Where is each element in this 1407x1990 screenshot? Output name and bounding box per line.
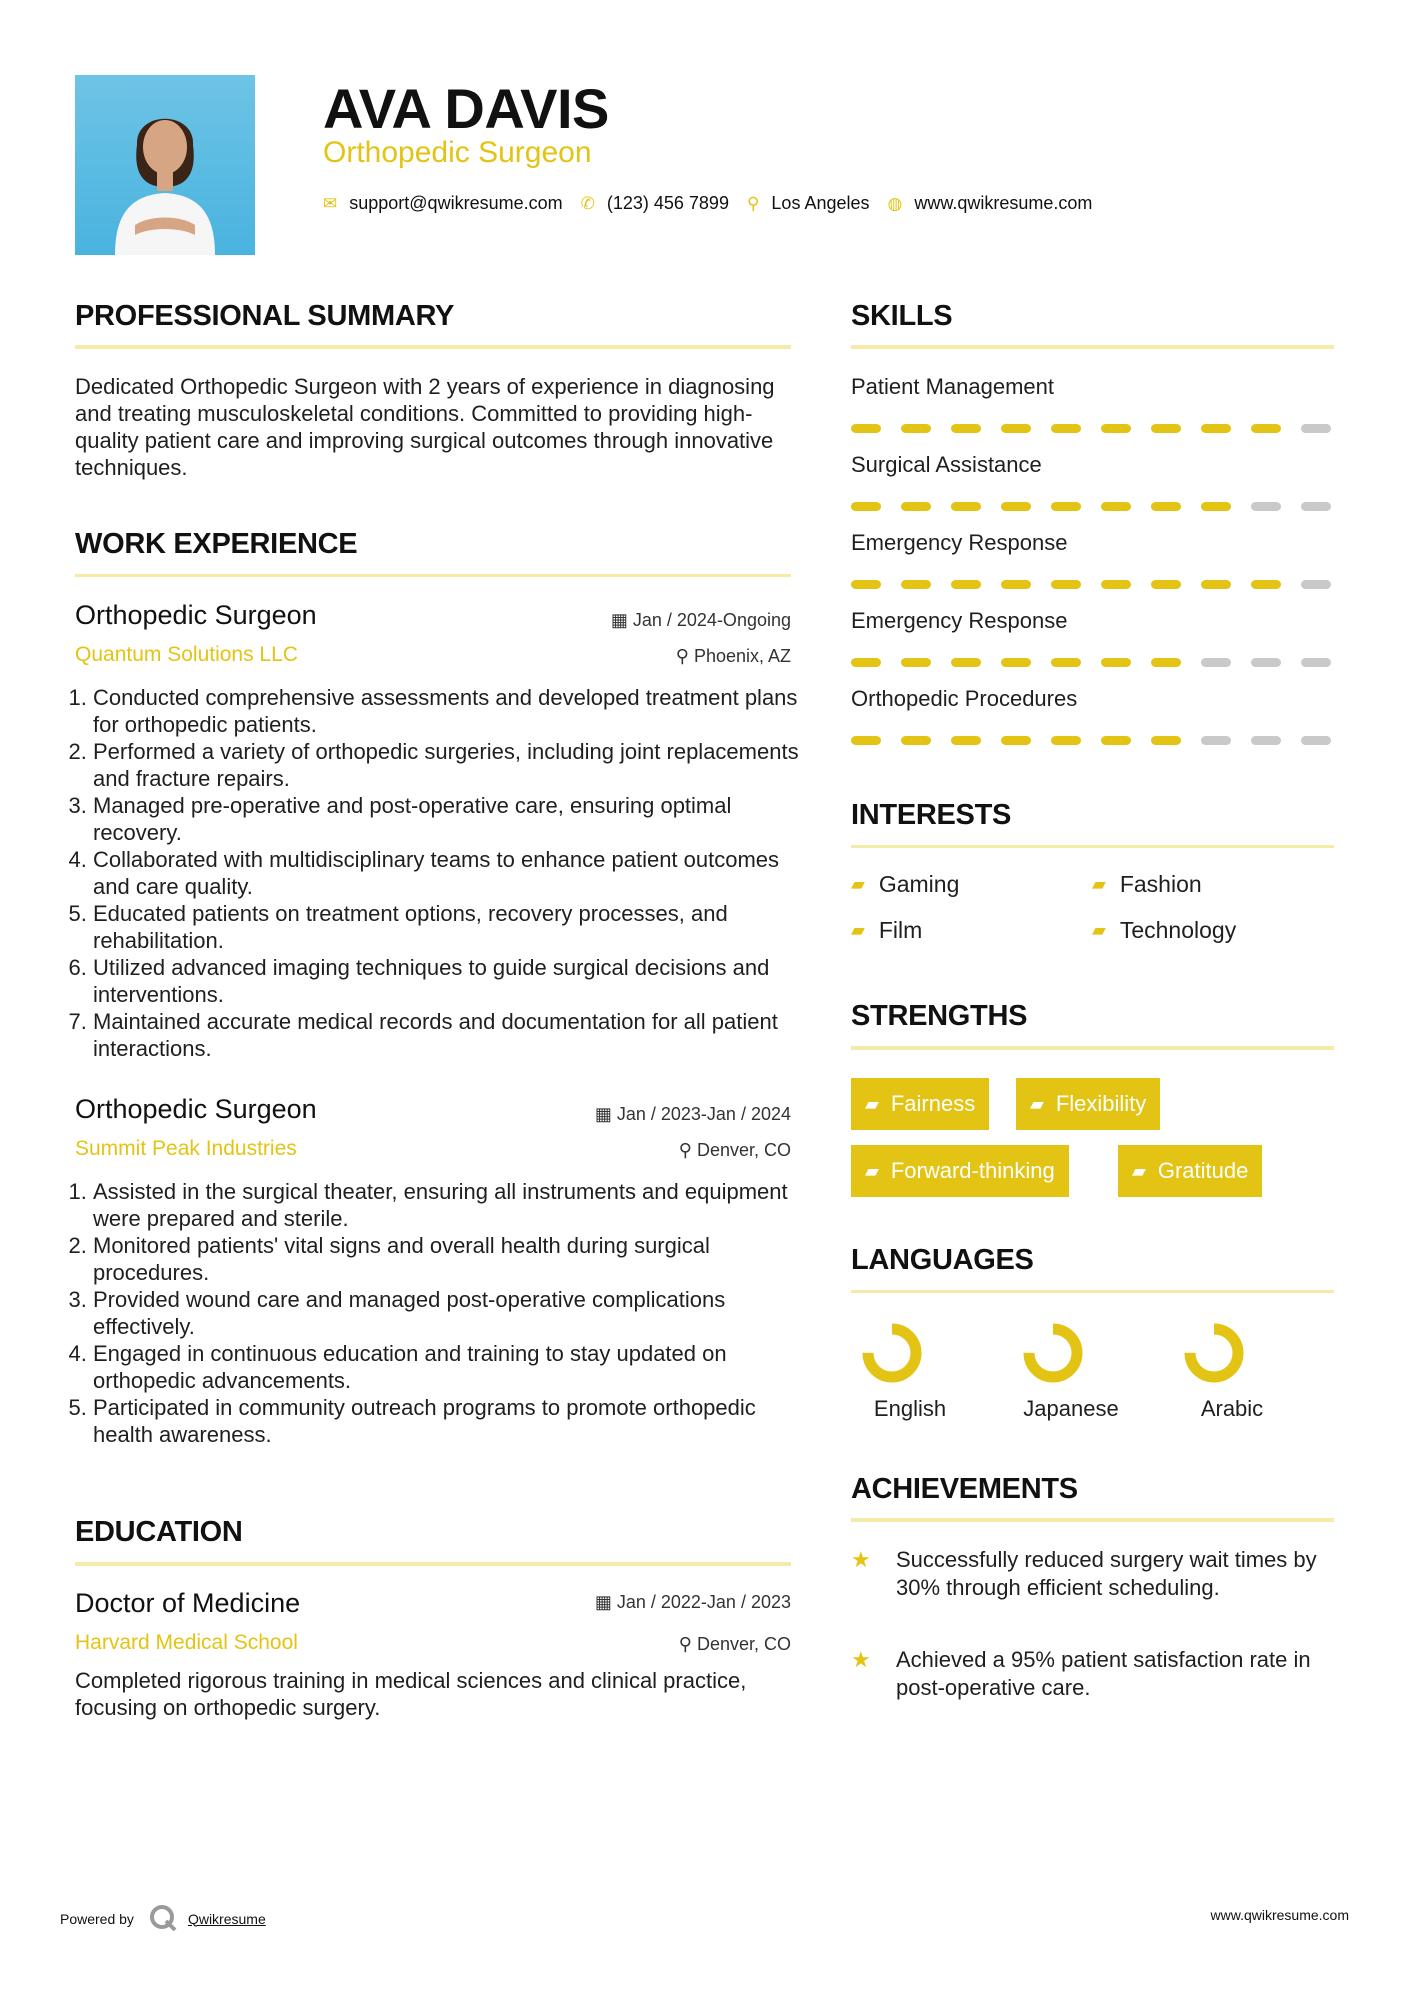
skill-level-dots — [851, 424, 1334, 433]
skill-level-dot — [1201, 658, 1231, 667]
achievement-item: ★ Successfully reduced surgery wait times by 30% through efficient scheduling. — [851, 1547, 1317, 1600]
list-item: 3. Provided wound care and managed post-operative complications effectively. — [93, 1286, 809, 1340]
job-title: Orthopedic Surgeon — [75, 600, 317, 630]
skill-level-dot — [1101, 580, 1131, 589]
list-item: 3. Managed pre-operative and post-operative care, ensuring optimal recovery. — [93, 792, 809, 846]
job-bullets — [75, 1178, 809, 1448]
qwikresume-logo-icon — [148, 1903, 178, 1934]
language-item — [845, 1318, 975, 1422]
education-heading: EDUCATION — [75, 1516, 243, 1548]
list-item: 6. Utilized advanced imaging techniques to guide surgical decisions and interventions. — [93, 954, 809, 1008]
skills-list — [851, 374, 1334, 764]
interest-item: ▰ Gaming — [851, 871, 960, 897]
skill-level-dot — [1001, 424, 1031, 433]
phone-icon: ✆ — [580, 193, 595, 213]
skills-heading: SKILLS — [851, 300, 953, 332]
skill-level-dot — [1151, 658, 1181, 667]
skill-level-dot — [1251, 658, 1281, 667]
email-icon: ✉ — [323, 193, 338, 213]
strength-tag: ▰ Fairness — [851, 1078, 989, 1130]
skill-level-dots — [851, 658, 1334, 667]
skill-level-dot — [1301, 736, 1331, 745]
star-icon: ★ — [851, 1647, 871, 1672]
language-item — [1167, 1318, 1297, 1422]
interest-item: ▰ Fashion — [1092, 871, 1202, 897]
strength-tag: ▰ Gratitude — [1118, 1145, 1262, 1197]
skill-level-dot — [1251, 424, 1281, 433]
powered-by-label: Powered by — [60, 1910, 134, 1927]
strength-tag: ▰ Forward-thinking — [851, 1145, 1069, 1197]
summary-text: Dedicated Orthopedic Surgeon with 2 years of experience in diagnosing and treating musculoskeletal conditions. Committed to providing high-quality patient care and improving surgical outcomes through innovative techniques. — [75, 374, 775, 480]
job-company: Quantum Solutions LLC — [75, 643, 298, 666]
summary-heading: PROFESSIONAL SUMMARY — [75, 300, 455, 332]
job-bullets — [75, 684, 809, 1062]
skill-level-dots — [851, 580, 1334, 589]
job-date: ▦ Jan / 2023-Jan / 2024 — [594, 1104, 791, 1124]
strength-tag: ▰ Flexibility — [1016, 1078, 1160, 1130]
skill-level-dot — [1101, 658, 1131, 667]
skill-level-dot — [1001, 502, 1031, 511]
book-icon: ▰ — [851, 874, 865, 894]
calendar-icon: ▦ — [594, 1104, 612, 1124]
skill-level-dot — [1101, 502, 1131, 511]
skill-item — [851, 374, 1334, 452]
education-rule — [75, 1562, 791, 1566]
language-ring — [857, 1318, 927, 1388]
skill-level-dot — [851, 736, 881, 745]
skill-level-dot — [1101, 736, 1131, 745]
skill-level-dot — [1301, 658, 1331, 667]
list-item: 4. Engaged in continuous education and training to stay updated on orthopedic advancements. — [93, 1340, 809, 1394]
pin-icon: ⚲ — [678, 1634, 692, 1654]
skill-level-dot — [951, 580, 981, 589]
skill-level-dot — [951, 502, 981, 511]
education-school: Harvard Medical School — [75, 1631, 298, 1654]
education-date: ▦ Jan / 2022-Jan / 2023 — [594, 1592, 791, 1612]
interests-rule — [851, 845, 1334, 848]
pin-icon: ⚲ — [678, 1140, 692, 1160]
skill-level-dot — [901, 424, 931, 433]
contact-email[interactable]: support@qwikresume.com — [349, 193, 563, 213]
book-icon: ▰ — [865, 1093, 879, 1114]
job-location: ⚲ Phoenix, AZ — [675, 646, 791, 666]
skill-level-dot — [1051, 580, 1081, 589]
languages-rule — [851, 1290, 1334, 1293]
languages-heading: LANGUAGES — [851, 1244, 1034, 1276]
skill-level-dot — [1201, 736, 1231, 745]
footer-website[interactable]: www.qwikresume.com — [1210, 1907, 1349, 1923]
skill-level-dots — [851, 502, 1334, 511]
candidate-title: Orthopedic Surgeon — [323, 136, 592, 169]
strengths-rule — [851, 1046, 1334, 1050]
contact-bar — [323, 193, 1110, 214]
footer-powered — [60, 1903, 266, 1934]
skill-item — [851, 530, 1334, 608]
skills-rule — [851, 345, 1334, 349]
pin-icon: ⚲ — [675, 646, 689, 666]
job-date: ▦ Jan / 2024-Ongoing — [610, 610, 791, 630]
education-location: ⚲ Denver, CO — [678, 1634, 791, 1654]
star-icon: ★ — [851, 1547, 871, 1572]
skill-level-dot — [1251, 736, 1281, 745]
skill-item — [851, 686, 1334, 764]
skill-label: Surgical Assistance — [851, 452, 1042, 477]
list-item: 5. Educated patients on treatment options, recovery processes, and rehabilitation. — [93, 900, 809, 954]
skill-level-dot — [951, 736, 981, 745]
list-item: 1. Assisted in the surgical theater, ensuring all instruments and equipment were prepared and sterile. — [93, 1178, 809, 1232]
language-ring — [1179, 1318, 1249, 1388]
skill-level-dot — [1151, 736, 1181, 745]
language-label: English — [873, 1396, 947, 1421]
skill-level-dot — [1001, 580, 1031, 589]
list-item: 4. Collaborated with multidisciplinary teams to enhance patient outcomes and care quality. — [93, 846, 809, 900]
language-item — [1006, 1318, 1136, 1422]
list-item: 2. Monitored patients' vital signs and overall health during surgical procedures. — [93, 1232, 809, 1286]
calendar-icon: ▦ — [610, 610, 628, 630]
languages-list — [845, 1318, 1345, 1428]
skill-level-dot — [901, 502, 931, 511]
skill-level-dot — [1151, 424, 1181, 433]
skill-label: Emergency Response — [851, 608, 1068, 633]
contact-phone[interactable]: (123) 456 7899 — [606, 193, 729, 213]
strengths-heading: STRENGTHS — [851, 1000, 1028, 1032]
skill-level-dot — [1251, 502, 1281, 511]
skill-level-dot — [901, 736, 931, 745]
language-ring — [1018, 1318, 1088, 1388]
book-icon: ▰ — [865, 1160, 879, 1181]
list-item: 7. Maintained accurate medical records and documentation for all patient interactions. — [93, 1008, 809, 1062]
interest-item: ▰ Film — [851, 917, 923, 943]
achievements-heading: ACHIEVEMENTS — [851, 1473, 1078, 1505]
skill-level-dot — [1201, 502, 1231, 511]
skill-label: Emergency Response — [851, 530, 1068, 555]
skill-level-dot — [1001, 736, 1031, 745]
book-icon: ▰ — [1132, 1160, 1146, 1181]
language-level-arc — [1029, 1329, 1077, 1377]
interests-heading: INTERESTS — [851, 799, 1012, 831]
skill-item — [851, 452, 1334, 530]
summary-rule — [75, 345, 791, 349]
skill-level-dot — [851, 658, 881, 667]
skill-item — [851, 608, 1334, 686]
job-location: ⚲ Denver, CO — [678, 1140, 791, 1160]
job-title: Orthopedic Surgeon — [75, 1094, 317, 1124]
experience-heading: WORK EXPERIENCE — [75, 528, 358, 560]
skill-level-dot — [901, 658, 931, 667]
education-degree: Doctor of Medicine — [75, 1588, 301, 1618]
list-item: 1. Conducted comprehensive assessments and developed treatment plans for orthopedic patients. — [93, 684, 809, 738]
skill-label: Orthopedic Procedures — [851, 686, 1078, 711]
experience-rule — [75, 574, 791, 577]
skill-level-dot — [1151, 502, 1181, 511]
location-pin-icon: ⚲ — [746, 193, 760, 213]
book-icon: ▰ — [1030, 1093, 1044, 1114]
contact-location: Los Angeles — [771, 193, 870, 213]
education-text: Completed rigorous training in medical sciences and clinical practice, focusing on orthopedic surgery. — [75, 1668, 747, 1720]
skill-level-dot — [1001, 658, 1031, 667]
skill-level-dot — [1051, 502, 1081, 511]
book-icon: ▰ — [851, 920, 865, 940]
skill-level-dot — [901, 580, 931, 589]
skill-level-dot — [851, 424, 881, 433]
skill-level-dot — [1301, 502, 1331, 511]
interest-item: ▰ Technology — [1092, 917, 1237, 943]
book-icon: ▰ — [1092, 920, 1106, 940]
calendar-icon: ▦ — [594, 1592, 612, 1612]
job-company: Summit Peak Industries — [75, 1137, 297, 1160]
skill-level-dot — [1251, 580, 1281, 589]
skill-level-dot — [1201, 580, 1231, 589]
skill-level-dot — [1051, 424, 1081, 433]
skill-level-dot — [1101, 424, 1131, 433]
skill-level-dot — [1051, 736, 1081, 745]
language-label: Japanese — [1023, 1396, 1119, 1421]
language-label: Arabic — [1200, 1396, 1264, 1421]
skill-level-dot — [951, 658, 981, 667]
skill-level-dot — [1051, 658, 1081, 667]
skill-level-dot — [851, 580, 881, 589]
book-icon: ▰ — [1092, 874, 1106, 894]
achievement-item: ★ Achieved a 95% patient satisfaction rate in post-operative care. — [851, 1647, 1311, 1700]
skill-level-dot — [1301, 424, 1331, 433]
profile-photo — [75, 75, 255, 255]
skill-level-dot — [1151, 580, 1181, 589]
skill-level-dots — [851, 736, 1334, 745]
list-item: 5. Participated in community outreach programs to promote orthopedic health awareness. — [93, 1394, 809, 1448]
skill-level-dot — [1301, 580, 1331, 589]
language-level-arc — [868, 1329, 916, 1377]
skill-level-dot — [851, 502, 881, 511]
language-level-arc — [1190, 1329, 1238, 1377]
skill-label: Patient Management — [851, 374, 1055, 399]
skill-level-dot — [951, 424, 981, 433]
globe-icon: ◍ — [887, 193, 903, 213]
skill-level-dot — [1201, 424, 1231, 433]
contact-website[interactable]: www.qwikresume.com — [914, 193, 1093, 213]
candidate-name: AVA DAVIS — [323, 77, 609, 140]
footer-brand-link[interactable]: Qwikresume — [187, 1910, 266, 1927]
list-item: 2. Performed a variety of orthopedic surgeries, including joint replacements and fracture repairs. — [93, 738, 809, 792]
achievements-rule — [851, 1518, 1334, 1522]
